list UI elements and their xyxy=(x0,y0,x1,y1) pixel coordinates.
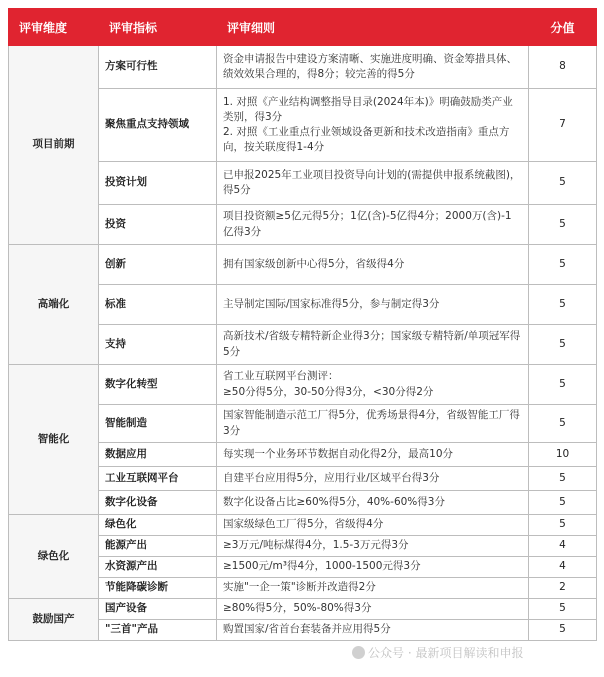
indicator-cell: 创新 xyxy=(99,245,217,285)
watermark-text: 公众号 · 最新项目解读和申报 xyxy=(368,646,524,660)
table-row xyxy=(9,365,597,405)
indicator-cell: 绿色化 xyxy=(99,515,217,536)
score-cell: 5 xyxy=(529,620,597,641)
detail-cell: 拥有国家级创新中心得5分，省级得4分 xyxy=(217,245,529,285)
indicator-cell: 能源产出 xyxy=(99,536,217,557)
table-row xyxy=(9,245,597,285)
detail-cell: 购置国家/省首台套装备并应用得5分 xyxy=(217,620,529,641)
score-cell: 8 xyxy=(529,46,597,89)
header-detail: 评审细则 xyxy=(217,9,529,46)
detail-cell: ≥3万元/吨标煤得4分，1.5-3万元得3分 xyxy=(217,536,529,557)
table-row xyxy=(9,46,597,89)
indicator-cell: 支持 xyxy=(99,325,217,365)
score-cell: 5 xyxy=(529,491,597,515)
indicator-cell: 国产设备 xyxy=(99,599,217,620)
indicator-cell: 投资 xyxy=(99,205,217,245)
watermark xyxy=(352,644,523,661)
dimension-cell: 高端化 xyxy=(9,245,99,365)
score-cell: 5 xyxy=(529,405,597,443)
detail-cell: 省工业互联网平台测评： ≥50分得5分，30-50分得3分，<30分得2分 xyxy=(217,365,529,405)
header-dimension: 评审维度 xyxy=(9,9,99,46)
detail-cell: 1. 对照《产业结构调整指导目录(2024年本)》明确鼓励类产业类别，得3分 2. 对照《工业重点行业领域设备更新和技术改造指南》重点方向，按关联度得1-4分 xyxy=(217,89,529,162)
score-cell: 7 xyxy=(529,89,597,162)
score-cell: 5 xyxy=(529,325,597,365)
indicator-cell: 水资源产出 xyxy=(99,557,217,578)
wechat-logo-icon xyxy=(352,646,365,659)
header-score: 分值 xyxy=(529,9,597,46)
score-cell: 5 xyxy=(529,285,597,325)
detail-cell: 国家级绿色工厂得5分，省级得4分 xyxy=(217,515,529,536)
indicator-cell: 数字化设备 xyxy=(99,491,217,515)
indicator-cell: 投资计划 xyxy=(99,162,217,205)
detail-cell: 高新技术/省级专精特新企业得3分；国家级专精特新/单项冠军得5分 xyxy=(217,325,529,365)
scoring-table xyxy=(8,8,597,641)
detail-cell: ≥80%得5分，50%-80%得3分 xyxy=(217,599,529,620)
score-cell: 10 xyxy=(529,443,597,467)
indicator-cell: 工业互联网平台 xyxy=(99,467,217,491)
detail-cell: 实施"一企一策"诊断并改造得2分 xyxy=(217,578,529,599)
table-row xyxy=(9,599,597,620)
dimension-cell: 智能化 xyxy=(9,365,99,515)
score-cell: 5 xyxy=(529,515,597,536)
score-cell: 2 xyxy=(529,578,597,599)
detail-cell: 项目投资额≥5亿元得5分；1亿(含)-5亿得4分；2000万(含)-1亿得3分 xyxy=(217,205,529,245)
header-row xyxy=(9,9,597,46)
indicator-cell: 数据应用 xyxy=(99,443,217,467)
detail-cell: 数字化设备占比≥60%得5分，40%-60%得3分 xyxy=(217,491,529,515)
score-cell: 5 xyxy=(529,205,597,245)
indicator-cell: "三首"产品 xyxy=(99,620,217,641)
indicator-cell: 标准 xyxy=(99,285,217,325)
indicator-cell: 方案可行性 xyxy=(99,46,217,89)
indicator-cell: 节能降碳诊断 xyxy=(99,578,217,599)
header-indicator: 评审指标 xyxy=(99,9,217,46)
dimension-cell: 鼓励国产 xyxy=(9,599,99,641)
dimension-cell: 绿色化 xyxy=(9,515,99,599)
detail-cell: 国家智能制造示范工厂得5分，优秀场景得4分，省级智能工厂得3分 xyxy=(217,405,529,443)
table-row xyxy=(9,515,597,536)
indicator-cell: 数字化转型 xyxy=(99,365,217,405)
detail-cell: 资金申请报告中建设方案清晰、实施进度明确、资金筹措具体、绩效效果合理的，得8分；较完善的得5分 xyxy=(217,46,529,89)
score-cell: 5 xyxy=(529,599,597,620)
score-cell: 5 xyxy=(529,365,597,405)
detail-cell: 每实现一个业务环节数据自动化得2分，最高10分 xyxy=(217,443,529,467)
score-cell: 5 xyxy=(529,162,597,205)
detail-cell: 自建平台应用得5分，应用行业/区域平台得3分 xyxy=(217,467,529,491)
detail-cell: 主导制定国际/国家标准得5分，参与制定得3分 xyxy=(217,285,529,325)
score-cell: 5 xyxy=(529,245,597,285)
dimension-cell: 项目前期 xyxy=(9,46,99,245)
indicator-cell: 聚焦重点支持领域 xyxy=(99,89,217,162)
detail-cell: ≥1500元/m³得4分，1000-1500元得3分 xyxy=(217,557,529,578)
score-cell: 4 xyxy=(529,557,597,578)
score-cell: 5 xyxy=(529,467,597,491)
score-cell: 4 xyxy=(529,536,597,557)
indicator-cell: 智能制造 xyxy=(99,405,217,443)
detail-cell: 已申报2025年工业项目投资导向计划的(需提供申报系统截图)，得5分 xyxy=(217,162,529,205)
